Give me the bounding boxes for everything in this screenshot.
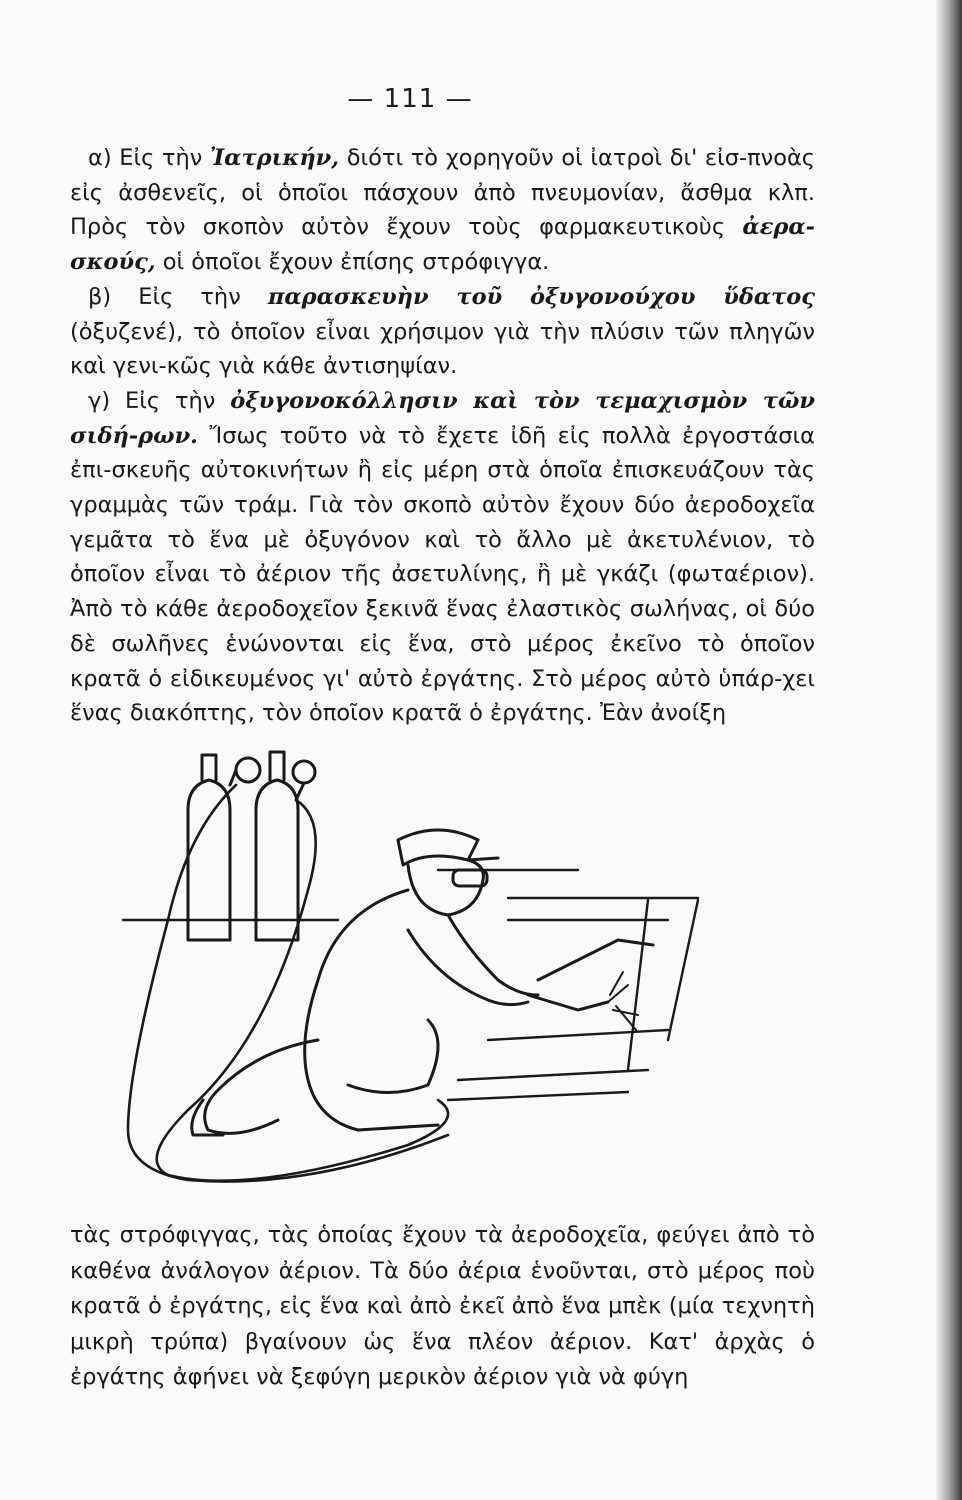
workbench	[123, 870, 698, 1100]
page-edge-shadow	[936, 0, 962, 1500]
text-block-bottom	[70, 1218, 815, 1396]
emphasis-oxygonokollisi: ὀξυγονοκόλλησιν καὶ τὸν τεμαχισμὸν τῶν σιδή-ρων.	[70, 387, 815, 449]
paragraph-c: γ) Εἰς τὴν ὀξυγονοκόλλησιν καὶ τὸν τεμαχισμὸν τῶν σιδή-ρων. Ἴσως τοῦτο νὰ τὸ ἔχετε ἰδῆ εἰς πολλὰ ἐργοστάσια ἐπι-σκευῆς αὐτοκινήτων ἢ εἰς μέρη στὰ ὁποῖα ἐπισκευάζουν τὰς γραμμὰς τῶν τράμ. Γιὰ τὸν σκοπὸ αὐτὸν ἔχουν δύο ἀεροδοχεῖα γεμᾶτα τὸ ἕνα μὲ ὀξυγόνον καὶ τὸ ἄλλο μὲ ἀκετυλένιον, τὸ ὁποῖον εἶναι τὸ ἀέριον τῆς ἀσετυλίνης, ἢ μὲ γκάζι (φωταέριον). Ἀπὸ τὸ κάθε ἀεροδοχεῖον ξεκινᾶ ἕνας ἐλαστικὸς σωλήνας, οἱ δύο δὲ σωλῆνες ἑνώνονται εἰς ἕνα, στὸ μέρος ἐκεῖνο τὸ ὁποῖον κρατᾶ ὁ εἰδικευμένος γι' αὐτὸ ἐργάτης. Στὸ μέρος αὐτὸ ὑπάρ-χει ἕνας διακόπτης, τὸν ὁποῖον κρατᾶ ὁ ἐργάτης. Ἐὰν ἀνοίξη	[70, 387, 815, 727]
page-number: — 111 —	[347, 84, 473, 114]
emphasis-paraskevi: παρασκευὴν τοῦ ὀξυγονούχου ὕδατος	[267, 283, 815, 310]
gas-cylinders	[188, 752, 315, 940]
paragraph-b: β) Εἰς τὴν παρασκευὴν τοῦ ὀξυγονούχου ὕδατος (ὀξυζενέ), τὸ ὁποῖον εἶναι χρήσιμον γιὰ τὴν πλύσιν τῶν πληγῶν καὶ γενι-κῶς γιὰ κάθε ἀντισηψίαν.	[70, 283, 815, 380]
text-block-top	[70, 141, 815, 731]
emphasis-iatriki: Ἰατρικήν,	[210, 145, 340, 171]
paragraph-continuation: τὰς στρόφιγγας, τὰς ὁποίας ἔχουν τὰ ἀεροδοχεῖα, φεύγει ἀπὸ τὸ καθένα ἀνάλογον ἀέριον. Τὰ δύο ἀέρια ἑνοῦνται, στὸ μέρος ποὺ κρατᾶ ὁ ἐργάτης, εἰς ἕνα καὶ ἀπὸ ἐκεῖ ἀπὸ ἕνα μπὲκ (μία τεχνητὴ μικρὴ τρύπα) βγαίνουν ὡς ἕνα πλέον ἀέριον. Κατ' ἀρχὰς ὁ ἐργάτης ἀφήνει νὰ ξεφύγη μερικὸν ἀέριον γιὰ νὰ φύγη	[70, 1222, 815, 1390]
worker-figure	[192, 830, 653, 1135]
emphasis-aeraskous: ἀερα-σκούς,	[70, 214, 815, 276]
welder-illustration	[108, 740, 700, 1190]
paragraph-a: α) Εἰς τὴν Ἰατρικήν, διότι τὸ χορηγοῦν οἱ ἰατροὶ δι' εἰσ-πνοὰς εἰς ἀσθενεῖς, οἱ ὁποῖοι πάσχουν ἀπὸ πνευμονίαν, ἄσθμα κλπ. Πρὸς τὸν σκοπὸν αὐτὸν ἔχουν τοὺς φαρμακευτικοὺς ἀερα-σκούς, οἱ ὁποῖοι ἔχουν ἐπίσης στρόφιγγα.	[70, 145, 815, 276]
